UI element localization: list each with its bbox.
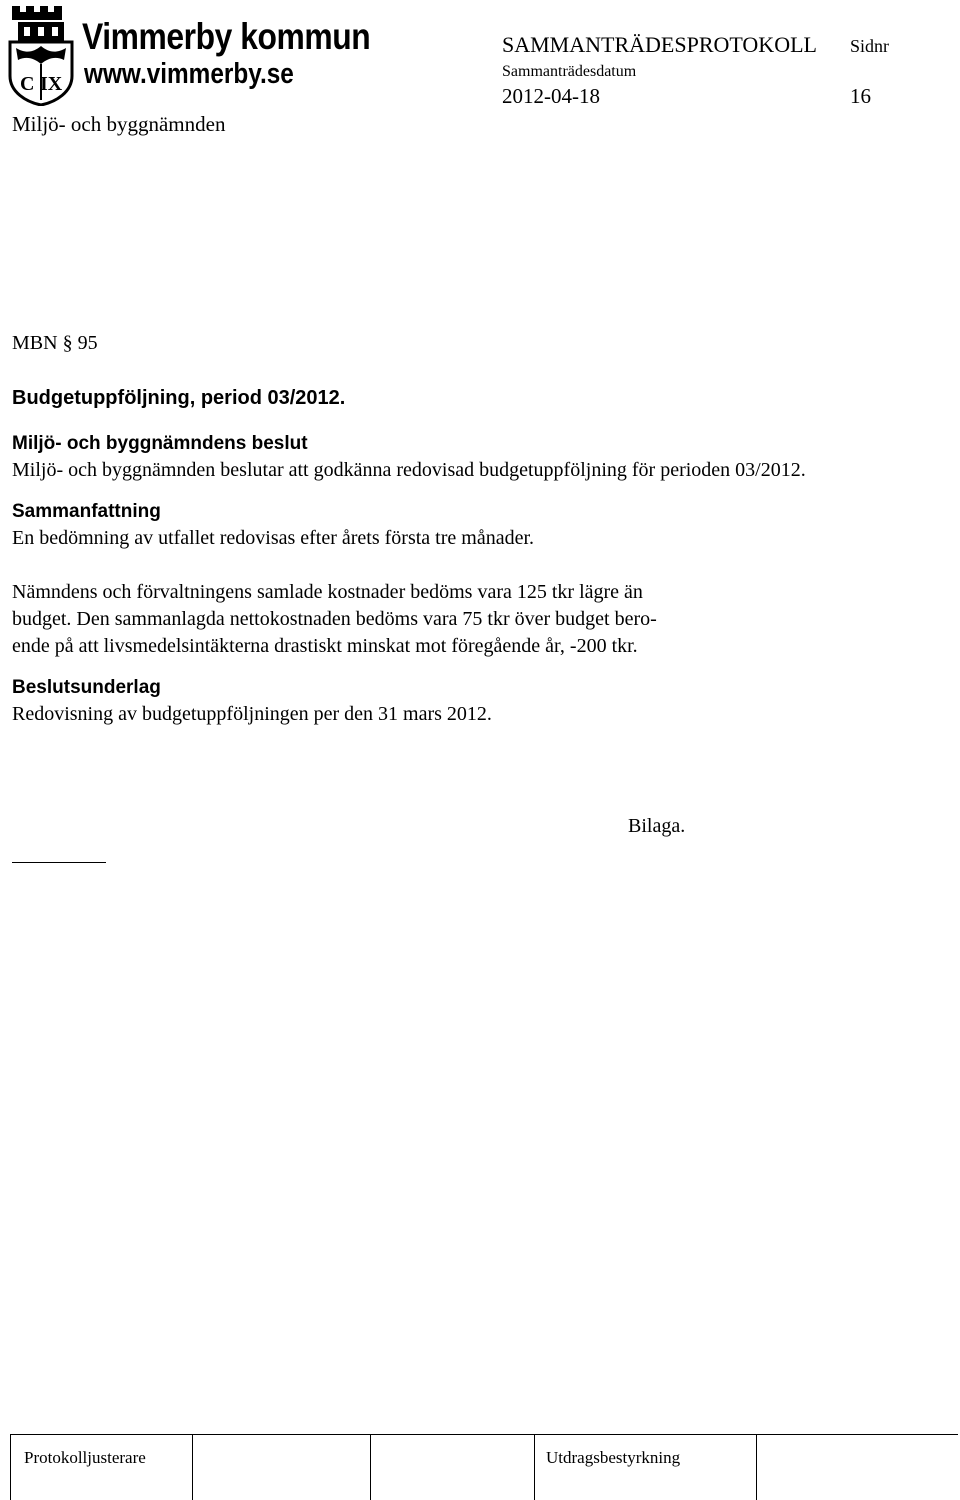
summary-text: En bedömning av utfallet redovisas efter årets första tre månader. (12, 527, 535, 549)
footer-divider (534, 1434, 535, 1500)
footer-divider (192, 1434, 193, 1500)
basis-heading: Beslutsunderlag (12, 677, 161, 698)
summary-detail-line: budget. Den sammanlagda nettokostnaden bedöms vara 75 tkr över budget bero- (12, 608, 657, 630)
page-number-label: Sidnr (850, 36, 890, 56)
svg-text:IX: IX (40, 73, 63, 95)
footer-protocol-adjuster: Protokolljusterare (24, 1448, 146, 1467)
item-title: Budgetuppföljning, period 03/2012. (12, 387, 346, 409)
summary-detail (12, 579, 812, 660)
protocol-title: SAMMANTRÄDESPROTOKOLL (502, 32, 817, 57)
svg-text:C: C (20, 73, 35, 95)
summary-detail-line: ende på att livsmedelsintäkterna drastiskt minskat mot föregående år, -200 tkr. (12, 635, 638, 657)
vimmerby-crest-icon (6, 2, 76, 106)
footer-divider (370, 1434, 371, 1500)
page-number: 16 (850, 84, 871, 108)
committee-name: Miljö- och byggnämnden (12, 112, 226, 136)
basis-text: Redovisning av budgetuppföljningen per den 31 mars 2012. (12, 703, 492, 725)
municipality-website: www.vimmerby.se (84, 58, 294, 90)
attachment-note: Bilaga. (628, 815, 686, 837)
protocol-body (12, 330, 812, 755)
section-reference: MBN § 95 (12, 332, 98, 354)
footer-divider (10, 1434, 11, 1500)
decision-text: Miljö- och byggnämnden beslutar att godkänna redovisad budgetuppföljning för perioden 03/2012. (12, 459, 806, 481)
meeting-date: 2012-04-18 (502, 84, 600, 108)
footer-extract-certification: Utdragsbestyrkning (546, 1448, 681, 1467)
separator-line (12, 862, 106, 863)
footer-divider (756, 1434, 757, 1500)
meeting-date-label: Sammanträdesdatum (502, 63, 637, 80)
summary-detail-line: Nämndens och förvaltningens samlade kostnader bedöms vara 125 tkr lägre än (12, 581, 643, 603)
summary-heading: Sammanfattning (12, 501, 161, 522)
decision-heading: Miljö- och byggnämndens beslut (12, 433, 308, 454)
municipality-name: Vimmerby kommun (82, 16, 371, 57)
footer-rule (10, 1434, 958, 1435)
